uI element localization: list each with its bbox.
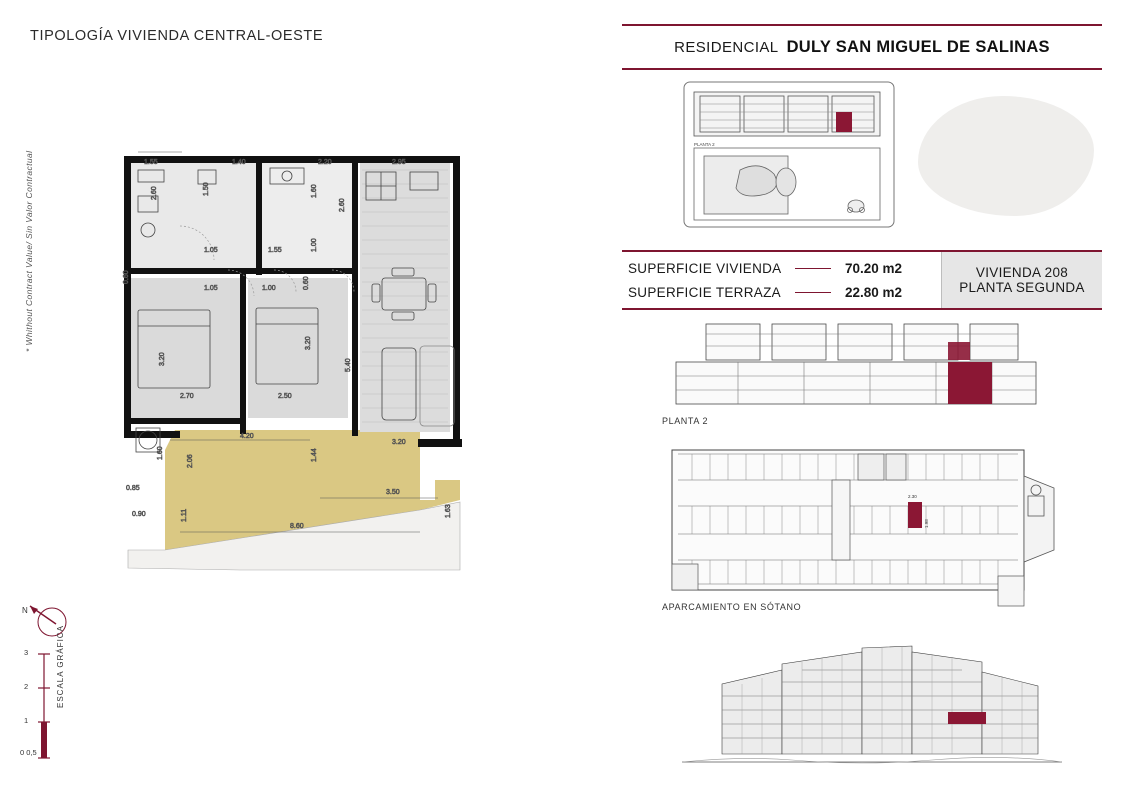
dim-label: 1.11 [181,508,188,522]
dim-label: 3.20 [305,336,312,350]
dim-label: 2.60 [339,198,346,212]
project-title-bar [622,24,1102,70]
dim-label: 0.60 [123,270,130,284]
scale-tick-1: 1 [24,716,29,725]
dim-label: 2.95 [392,159,406,166]
dim-label: 0.90 [132,511,146,518]
unit-highlight-site [836,112,852,132]
dim-label: 5.40 [345,358,352,372]
parking-space-highlight [908,502,922,528]
dim-label: 0.60 [303,276,310,290]
site-plan [680,78,910,233]
page-title: TIPOLOGÍA VIVIENDA CENTRAL-OESTE [30,28,324,44]
caption-sotano: APARCAMIENTO EN SÓTANO [662,602,802,612]
basement-parking-plan [662,446,1082,616]
dim-label: 1.00 [262,285,276,292]
project-prefix: RESIDENCIAL [674,38,779,56]
scale-tick-3: 3 [24,648,29,657]
unit-number: VIVIENDA 208 [975,265,1069,280]
disclaimer-text: * Whithout Contract Value/ Sin Valor Contractual [24,150,34,352]
site-plate-label: PLANTA 2 [694,142,715,147]
dim-label: 1.55 [268,247,282,254]
dim-label: 1.50 [203,182,210,196]
dim-label: 3.50 [386,489,400,496]
graphic-scale [20,625,82,778]
key-plan-planta2 [662,320,1062,430]
unit-highlight-elevation [948,712,986,724]
dim-label: 4.20 [240,433,254,440]
dim-label: 1.44 [311,448,318,462]
dim-label: 8.60 [290,523,304,530]
floor-plan [120,150,520,580]
dim-label: 2.60 [151,186,158,200]
parking-dim-label: 1.98 [924,519,929,528]
dim-label: 1.60 [311,184,318,198]
surface-label: SUPERFICIE TERRAZA [628,284,781,300]
surface-label: SUPERFICIE VIVIENDA [628,260,782,276]
leader-line [795,268,831,269]
scale-tick-2: 2 [24,682,29,691]
dim-label: 3.20 [159,352,166,366]
location-blob [918,96,1094,216]
north-arrow [22,598,82,646]
scale-caption: ESCALA GRÁFICA [56,625,65,708]
dim-label: 2.70 [180,393,194,400]
dim-label: 1.55 [144,159,158,166]
dim-label: 2.20 [318,159,332,166]
dim-label: 1.05 [204,247,218,254]
caption-planta2: PLANTA 2 [662,416,709,426]
dim-label: 1.00 [311,238,318,252]
unit-floor: PLANTA SEGUNDA [959,280,1085,295]
building-elevation [662,626,1082,771]
dim-label: 3.20 [392,439,406,446]
surface-row [628,256,931,280]
unit-identifier [941,252,1102,308]
surface-value: 22.80 m2 [845,284,903,300]
surface-value: 70.20 m2 [845,260,903,276]
surface-summary [622,250,1102,310]
dim-label: 2.06 [187,454,194,468]
dim-label: 1.05 [204,285,218,292]
dim-label: 0.85 [126,485,140,492]
right-panel [622,0,1112,800]
north-label: N [22,606,28,615]
parking-dim-label: 2.30 [908,494,917,499]
scale-tick-0: 0 0,5 [20,748,37,757]
dim-label: 2.50 [278,393,292,400]
unit-highlight-planta2 [948,362,992,404]
dim-label: 1.60 [157,446,164,460]
leader-line [795,292,831,293]
dim-label: 1.40 [232,159,246,166]
surface-row [628,280,931,304]
surface-rows [622,252,941,308]
dim-label: 1.63 [445,504,452,518]
project-name: DULY SAN MIGUEL DE SALINAS [786,37,1050,56]
